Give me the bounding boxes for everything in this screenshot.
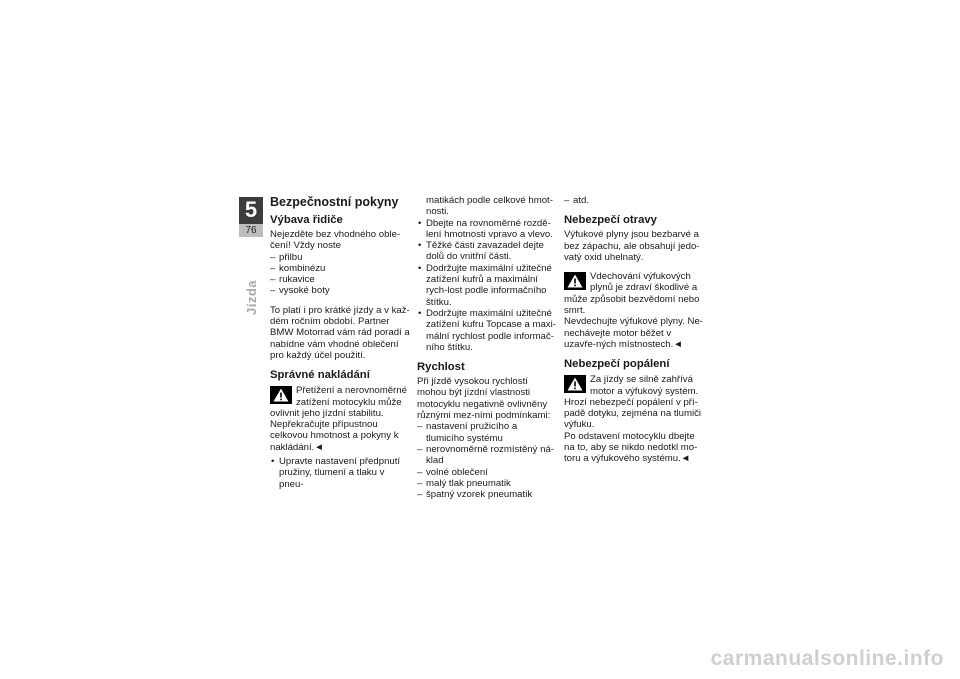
poisoning-warning: [564, 271, 704, 316]
loading-heading: Správné nakládání: [270, 369, 370, 382]
rider-note: To platí i pro krátké jízdy a v kaž-dém ročním období. Partner BMW Motorrad vám rád poradí a nabídne vám vhodné oblečení pro každý účel použití.: [270, 304, 410, 361]
section-title: Bezpečnostní pokyny: [270, 195, 399, 209]
list-item: – volné oblečení: [417, 467, 557, 478]
poisoning-note: Nevdechujte výfukové plyny. Ne-nechávejte motor běžet v uzavře-ných místnostech.◄: [564, 316, 703, 350]
list-item: – atd.: [564, 195, 704, 206]
list-item: – špatný vzorek pneumatik: [417, 489, 557, 500]
list-item: – vysoké boty: [270, 285, 410, 296]
speed-conditions-list-continued: [564, 195, 704, 206]
loading-bullet-continued: matikách podle celkové hmot-nosti.: [426, 195, 553, 218]
poisoning-heading: Nebezpečí otravy: [564, 214, 657, 227]
loading-warning-text: Přetížení a nerovnoměrné zatížení motocyklu může ovlivnit jeho jízdní stabilitu. Nepřekračujte přípustnou celkovou hmotnost a pokyny k nakládání.◄: [270, 385, 407, 453]
list-item: • Těžké části zavazadel dejte dolů do vnitřní části.: [417, 240, 557, 263]
speed-conditions-list: [417, 421, 557, 500]
list-item: • Upravte nastavení předpnutí pružiny, tlumení a tlaku v pneu-: [270, 456, 410, 490]
burn-note: Po odstavení motocyklu dbejte na to, aby se nikdo nedotkl mo-toru a výfukového systému.◄: [564, 430, 698, 465]
loading-warning: [270, 385, 410, 453]
burn-warning: [564, 374, 704, 430]
loading-bullet-list-continued: [417, 218, 557, 354]
page-number: 76: [239, 224, 263, 237]
list-item: • Dodržujte maximální užitečné zatížení kufrů a maximální rych-lost podle informačního štítku.: [417, 263, 557, 308]
column-1: [270, 195, 410, 490]
warning-triangle-icon: [564, 375, 586, 393]
burn-heading: Nebezpečí popálení: [564, 358, 670, 371]
list-item: • Dodržujte maximální užitečné zatížení kufru Topcase a maxi-mální rychlost podle informač-ního štítku.: [417, 308, 557, 353]
loading-bullet-list: [270, 456, 410, 490]
rider-equipment-heading: Výbava řidiče: [270, 214, 343, 226]
warning-triangle-icon: [564, 272, 586, 290]
speed-heading: Rychlost: [417, 361, 465, 374]
chapter-side-label: Jízda: [244, 279, 259, 315]
column-2: [417, 195, 557, 500]
list-item: – rukavice: [270, 274, 410, 285]
list-item: – kombinézu: [270, 263, 410, 274]
list-item: • Dbejte na rovnoměrné rozdě-lení hmotnosti vpravo a vlevo.: [417, 218, 557, 241]
list-item: – přilbu: [270, 252, 410, 263]
list-item: – malý tlak pneumatik: [417, 478, 557, 489]
rider-intro: Nejezděte bez vhodného oble-čení! Vždy noste: [270, 229, 401, 252]
speed-intro: Při jízdě vysokou rychlostí mohou být jízdní vlastnosti motocyklu negativně ovlivněny různými mez-ními podmínkami:: [417, 376, 551, 422]
poisoning-warning-text: Vdechování výfukových plynů je zdraví škodlivé a může způsobit bezvědomí nebo smrt.: [564, 271, 700, 317]
poisoning-intro: Výfukové plyny jsou bezbarvé a bez zápachu, ale obsahují jedo-vatý oxid uhelnatý.: [564, 229, 700, 263]
rider-equipment-list: [270, 252, 410, 297]
chapter-tab: [239, 197, 263, 237]
burn-warning-text: Za jízdy se silně zahřívá motor a výfukový systém. Hrozí nebezpečí popálení v pří-padě dotyku, zejména na tlumiči výfuku.: [564, 374, 702, 431]
warning-triangle-icon: [270, 386, 292, 404]
list-item: – nerovnoměrně rozmístěný ná-klad: [417, 444, 557, 467]
column-3: [564, 195, 704, 465]
watermark: carmanualsonline.info: [710, 647, 944, 670]
list-item: – nastavení pružicího a tlumicího systému: [417, 421, 557, 444]
chapter-number: 5: [244, 197, 258, 222]
